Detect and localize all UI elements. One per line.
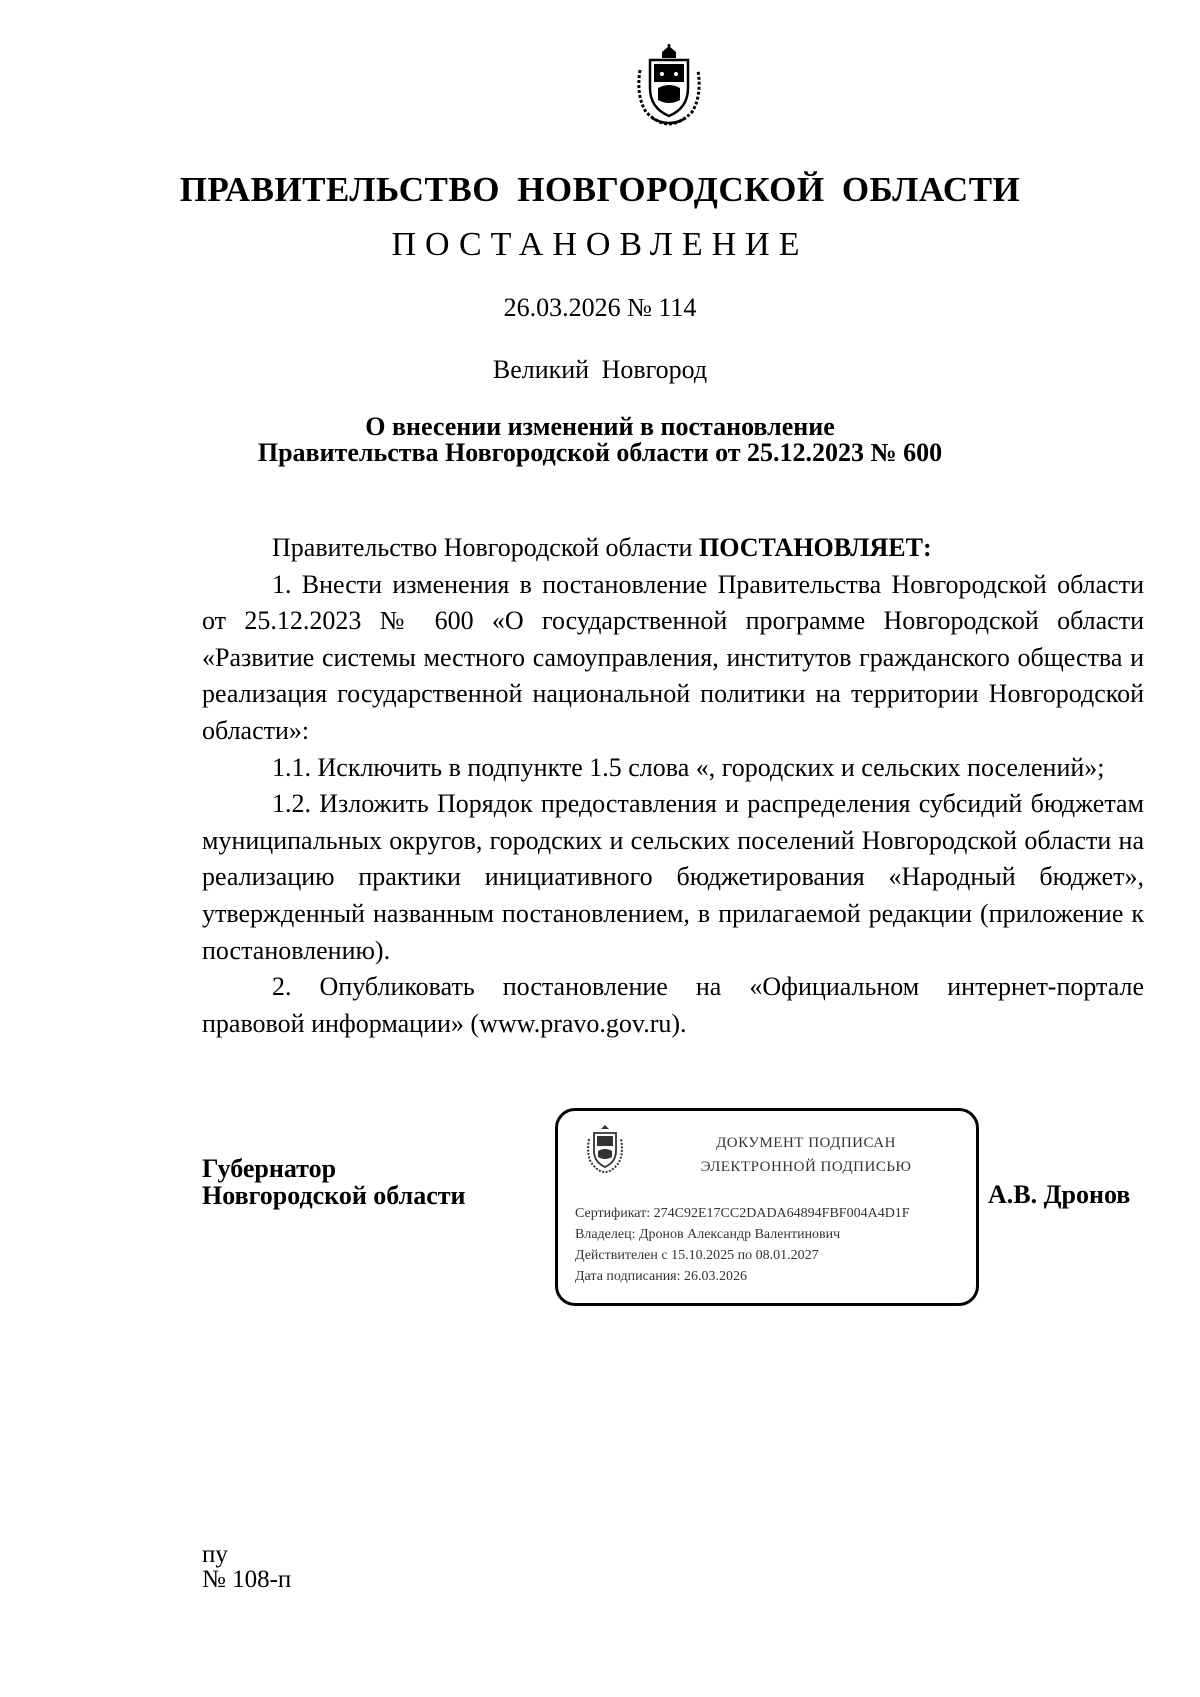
signing-date-line: Дата подписания: 26.03.2026	[575, 1269, 748, 1284]
certificate-line: Сертификат: 274C92E17CC2DADA64894FBF004A4D1F	[575, 1206, 910, 1221]
preamble-resolves: ПОСТАНОВЛЯЕТ:	[698, 533, 932, 562]
heading-line-1: О внесении изменений в постановление	[365, 412, 835, 441]
heading-line-2: Правительства Новгородской области от 25.12.2023 № 600	[257, 438, 943, 467]
document-heading	[0, 414, 1200, 466]
paragraph-1-2: 1.2. Изложить Порядок предоставления и распределения субсидий бюджетам муниципальных округов, городских и сельских поселений Новгородской области на реализацию практики инициативного бюджетирования «Народный бюджет», утвержденный названным постановлением, в прилагаемой редакции (приложение к постановлению).	[202, 789, 1144, 965]
preamble-text: Правительство Новгородской области	[272, 533, 699, 562]
document-type: ПОСТАНОВЛЕНИЕ	[391, 226, 809, 263]
stamp-header	[646, 1131, 966, 1179]
footer-line-2: № 108-п	[202, 1566, 292, 1593]
preamble	[202, 530, 1144, 567]
document-body	[202, 530, 1144, 1042]
stamp-header-line-1: ДОКУМЕНТ ПОДПИСАН	[716, 1135, 896, 1151]
position-line-1: Губернатор	[202, 1154, 337, 1183]
paragraph-1-1: 1.1. Исключить в подпункте 1.5 слова «, городских и сельских поселений»;	[272, 752, 1105, 782]
paragraph-2: 2. Опубликовать постановление на «Официальном интернет-портале правовой информации» (www.pravo.gov.ru).	[202, 972, 1144, 1038]
paragraph-1: 1. Внести изменения в постановление Правительства Новгородской области от 25.12.2023 № 600 «О государственной программе Новгородской области «Развитие системы местного самоуправления, институтов гражданского общества и реализация государственной национальной политики на территории Новгородской области»:	[202, 569, 1144, 745]
stamp-details	[575, 1203, 910, 1287]
city: Великий Новгород	[492, 355, 708, 384]
stamp-header-line-2: ЭЛЕКТРОННОЙ ПОДПИСЬЮ	[700, 1159, 912, 1175]
signatory-position	[202, 1155, 466, 1209]
registration-mark	[202, 1542, 291, 1592]
position-line-2: Новгородской области	[202, 1181, 466, 1210]
signatory-name: А.В. Дронов	[988, 1180, 1131, 1209]
date-and-number: 26.03.2026 № 114	[503, 293, 697, 322]
validity-line: Действителен с 15.10.2025 по 08.01.2027	[575, 1248, 819, 1263]
government-title: ПРАВИТЕЛЬСТВО НОВГОРОДСКОЙ ОБЛАСТИ	[179, 170, 1021, 209]
stamp-emblem-icon	[583, 1125, 627, 1175]
electronic-signature-stamp	[555, 1108, 979, 1306]
owner-line: Владелец: Дронов Александр Валентинович	[575, 1227, 841, 1242]
coat-of-arms-emblem	[632, 44, 706, 126]
footer-line-1: пу	[202, 1541, 228, 1568]
